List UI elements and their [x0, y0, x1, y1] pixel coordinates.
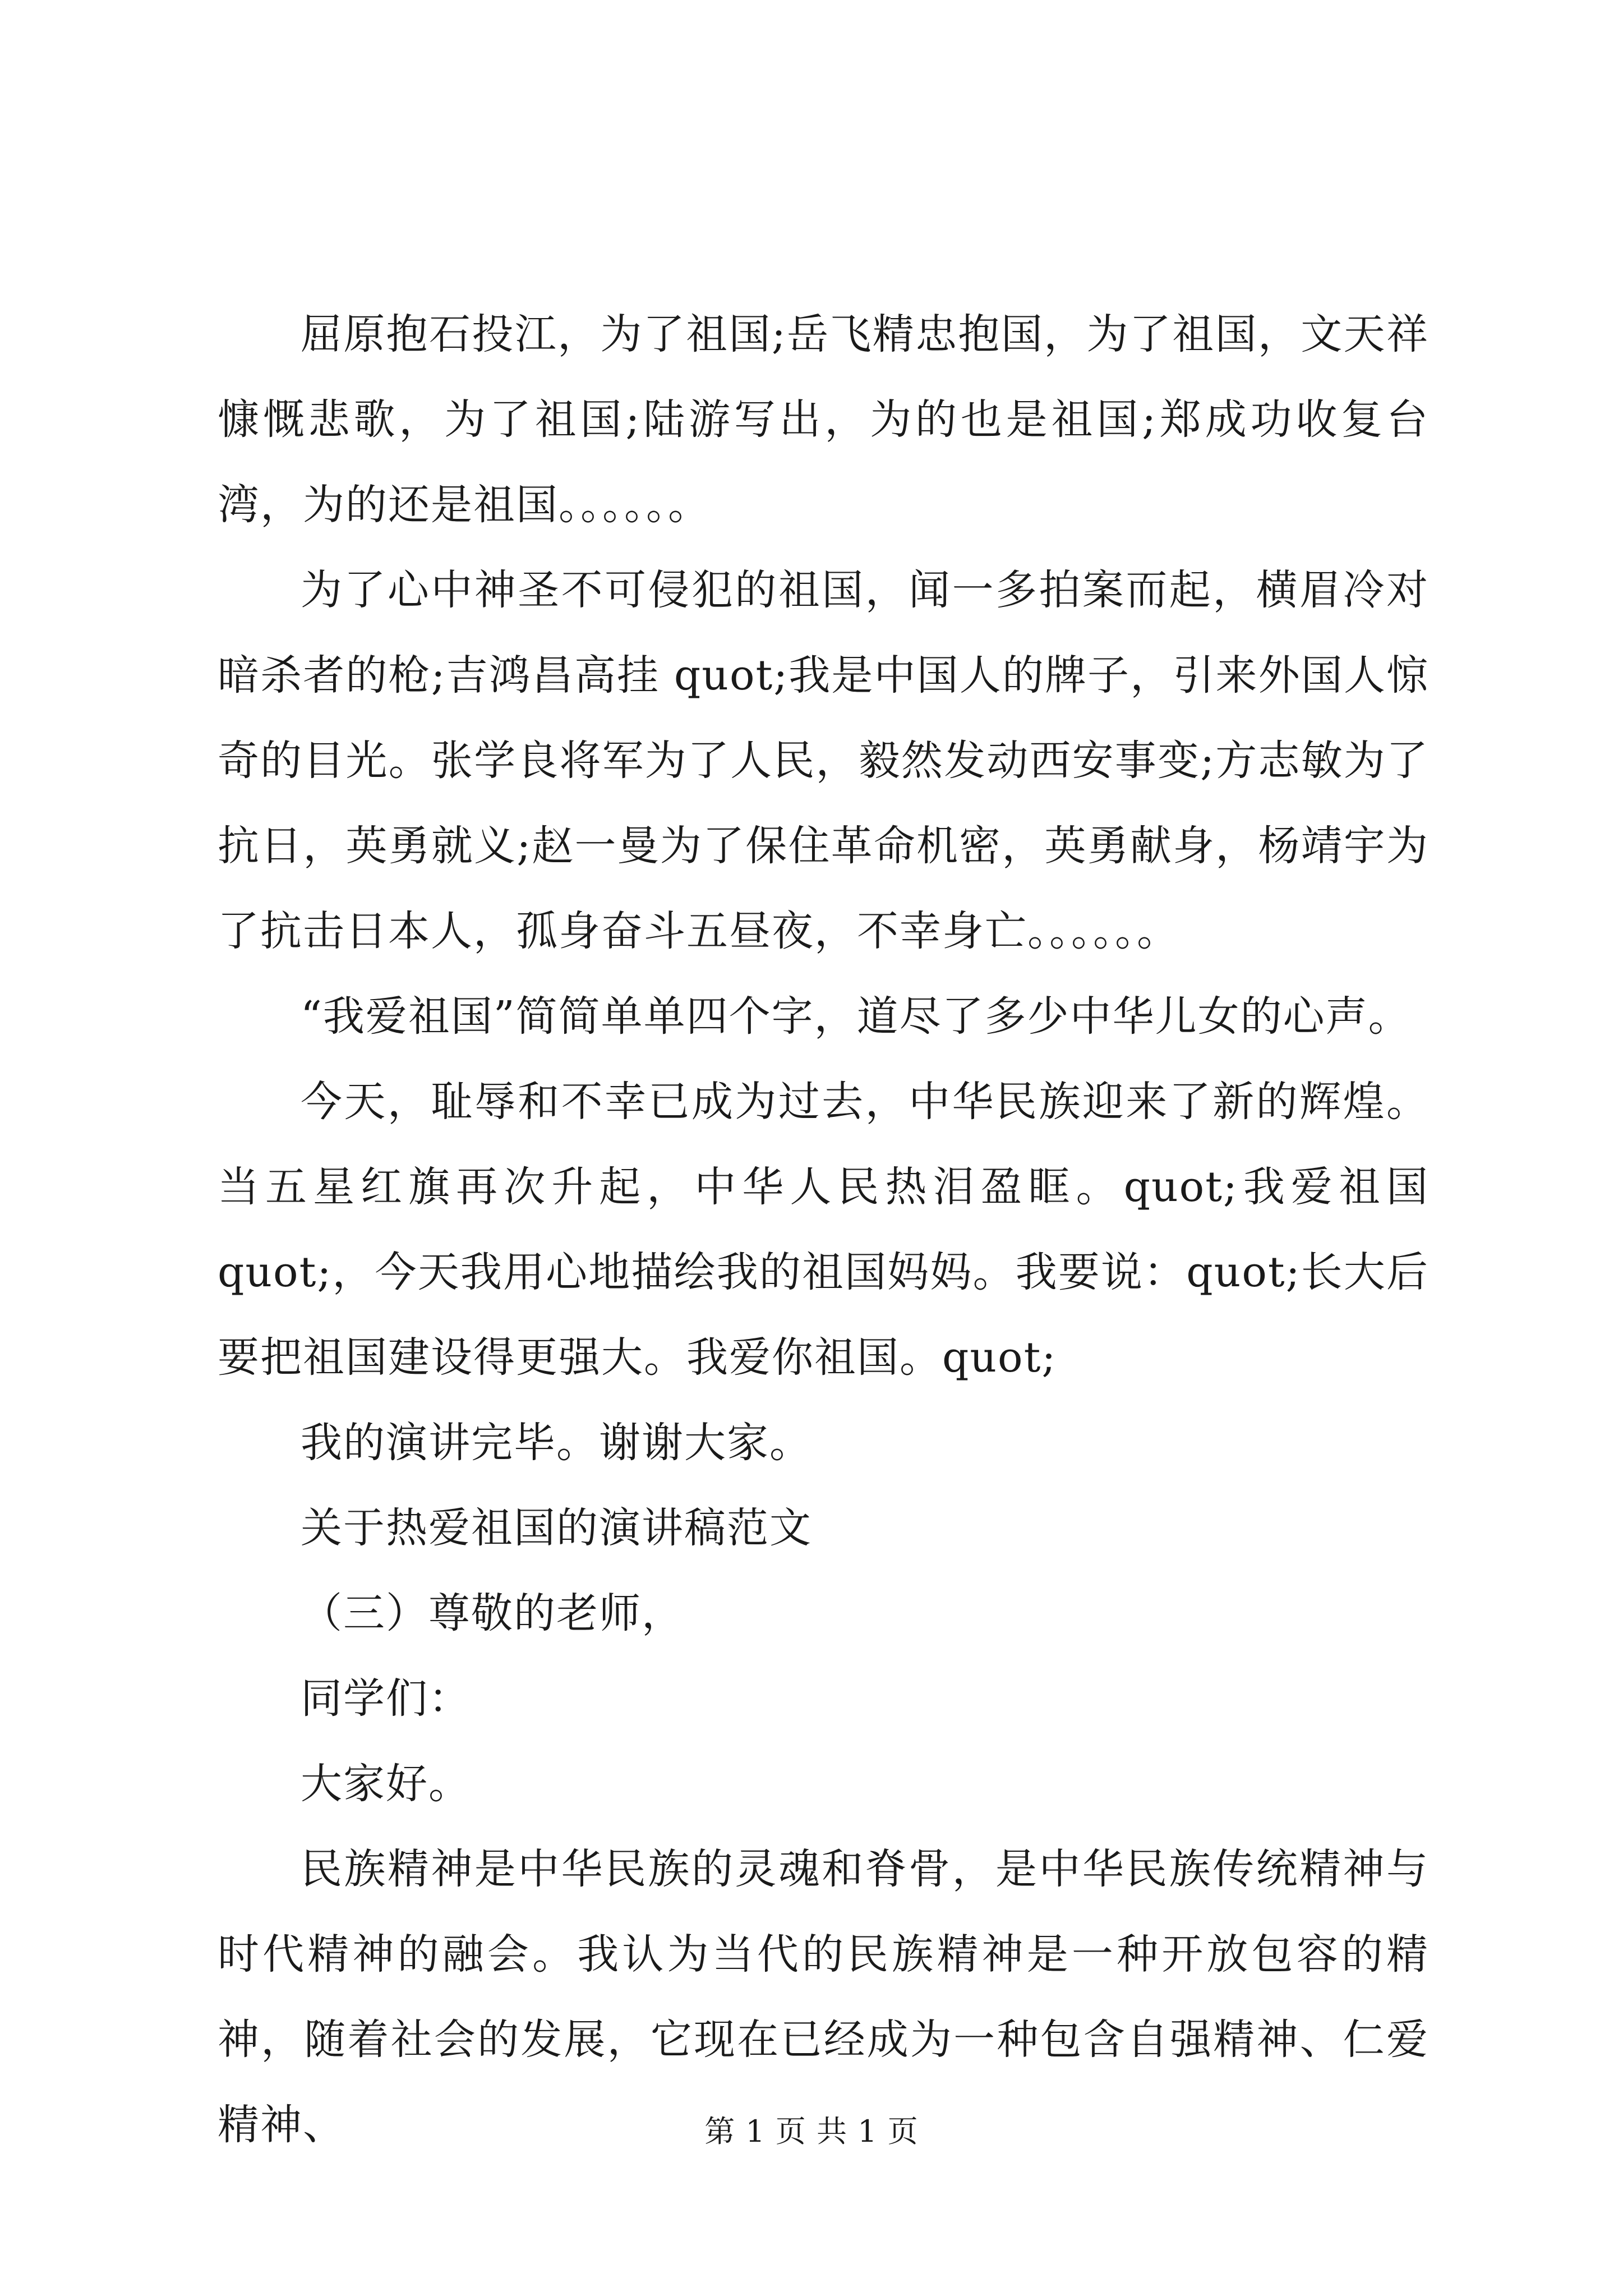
document-body [218, 292, 1429, 2168]
salutation-students: 同学们： [301, 1674, 471, 1723]
greeting: 大家好。 [301, 1760, 471, 1808]
section-title: 关于热爱祖国的演讲稿范文 [301, 1504, 812, 1552]
paragraph-closing: 我的演讲完毕。谢谢大家。 [301, 1419, 812, 1467]
paragraph-national-spirit: 民族精神是中华民族的灵魂和脊骨，是中华民族传统精神与时代精神的融会。我认为当代的民族精神是一种开放包容的精神，随着社会的发展，它现在已经成为一种包含自强精神、仁爱精神、 [218, 1845, 1429, 2149]
page-footer: 第 1 页 共 1 页 [704, 2114, 919, 2149]
salutation-teachers: （三）尊敬的老师， [301, 1589, 684, 1637]
paragraph-patriots-modern: 为了心中神圣不可侵犯的祖国，闻一多拍案而起，横眉冷对暗杀者的枪;吉鸿昌高挂 quot;我是中国人的牌子，引来外国人惊奇的目光。张学良将军为了人民，毅然发动西安事变;方志敏为了抗日，英勇就义;赵一曼为了保住革命机密，英勇献身，杨靖宇为了抗击日本人，孤身奋斗五昼夜，不幸身亡。。。。。。 [218, 566, 1429, 955]
paragraph-patriots-history: 屈原抱石投江，为了祖国;岳飞精忠抱国，为了祖国，文天祥慷慨悲歌，为了祖国;陆游写出，为的也是祖国;郑成功收复台湾，为的还是祖国。。。。。。 [218, 310, 1429, 529]
paragraph-today: 今天，耻辱和不幸已成为过去，中华民族迎来了新的辉煌。当五星红旗再次升起，中华人民热泪盈眶。quot;我爱祖国quot;，今天我用心地描绘我的祖国妈妈。我要说：quot;长大后要把祖国建设得更强大。我爱你祖国。quot; [218, 1078, 1429, 1382]
paragraph-i-love-motherland: “我爱祖国”简简单单四个字，道尽了多少中华儿女的心声。 [301, 992, 1411, 1041]
